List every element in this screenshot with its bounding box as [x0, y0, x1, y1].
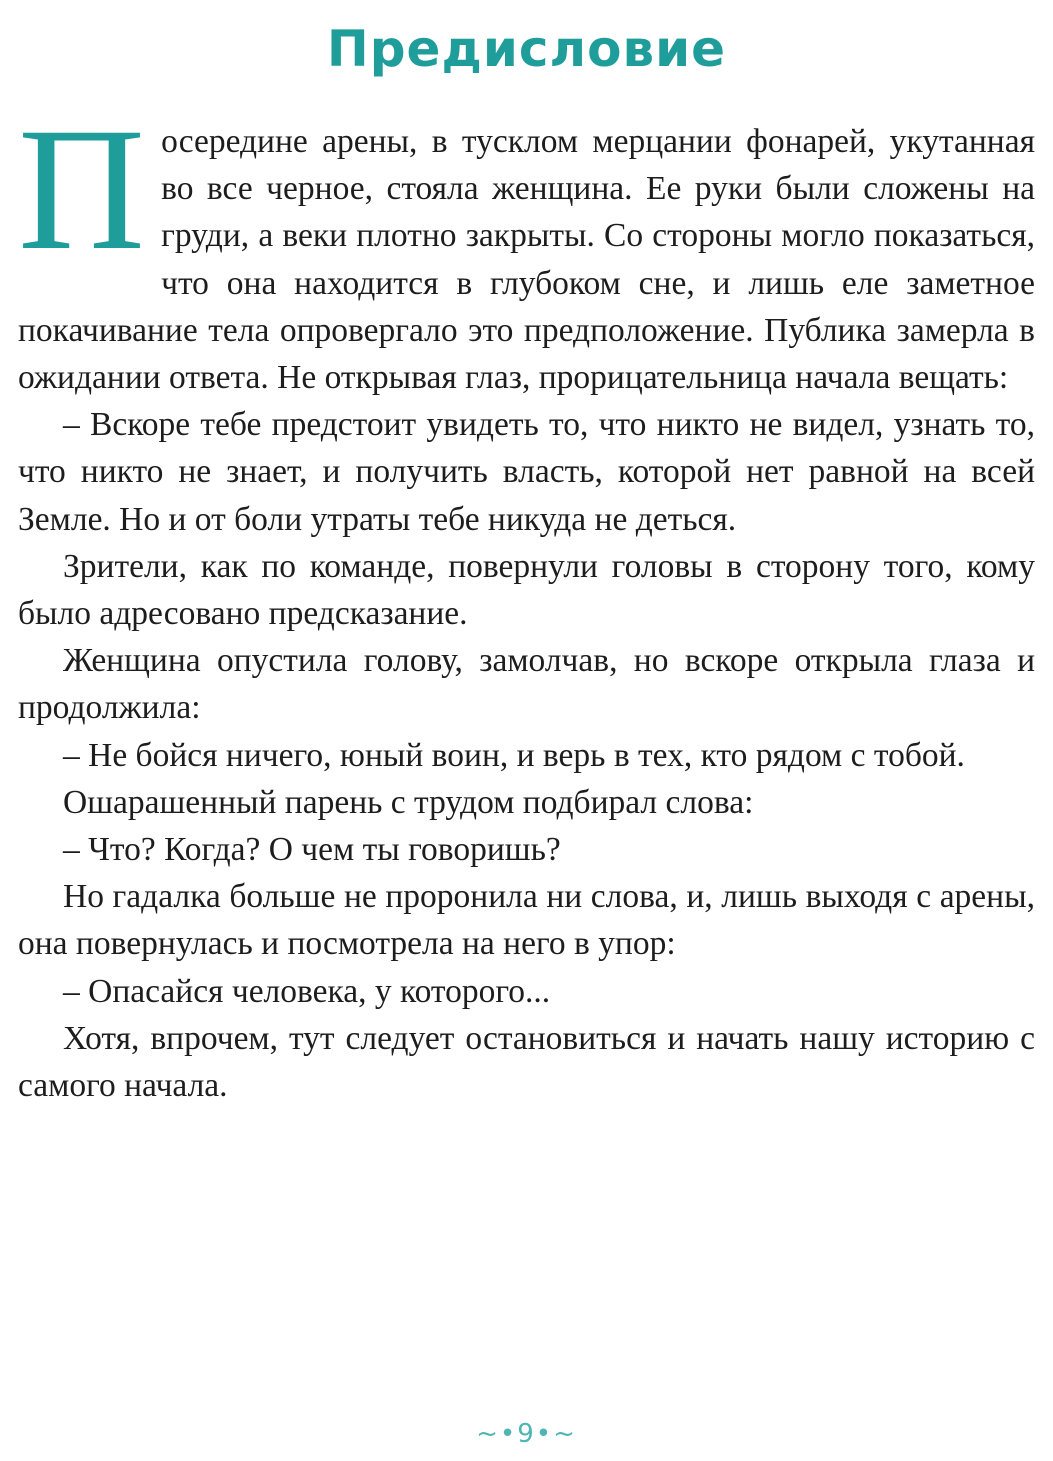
drop-cap-letter: П [18, 92, 146, 287]
body-text [18, 92, 1035, 1109]
paragraph: Ошарашенный парень с трудом подбирал слова: [63, 783, 754, 821]
paragraph: Хотя, впрочем, тут следует остановиться и начать нашу историю с самого начала. [18, 1019, 1035, 1105]
paragraph: – Что? Когда? О чем ты говоришь? [63, 831, 561, 869]
paragraph: – Не бойся ничего, юный воин, и верь в тех, кто рядом с тобой. [63, 736, 965, 774]
page-number: ~•9•~ [476, 1419, 577, 1449]
paragraph: – Вскоре тебе предстоит увидеть то, что никто не видел, узнать то, что никто не знает, и получить власть, которой нет равной на всей Земле. Но и от боли утраты тебе никуда не деться. [18, 406, 1035, 538]
paragraph: Зрители, как по команде, повернули головы в сторону того, кому было адресовано предсказание. [18, 547, 1035, 633]
opening-paragraph [18, 92, 1035, 401]
paragraph: Женщина опустила голову, замолчав, но вскоре открыла глаза и продолжила: [18, 642, 1035, 727]
opening-paragraph-text: осередине арены, в тусклом мерцании фонарей, укутанная во все черное, стояла женщина. Ее руки были сложены на груди, а веки плотно закрыты. Со стороны могло показаться, что она находится в глубоком сне, и лишь еле заметное покачивание тела опровергало это предположение. Публика замерла в ожидании ответа. Не открывая глаз, прорицательница начала вещать: [18, 123, 1035, 397]
paragraph: Но гадалка больше не проронила ни слова, и, лишь выходя с арены, она повернулась и посмотрела на него в упор: [18, 878, 1035, 963]
page-title: Предисловие [326, 20, 727, 78]
paragraph: – Опасайся человека, у которого... [63, 972, 551, 1010]
